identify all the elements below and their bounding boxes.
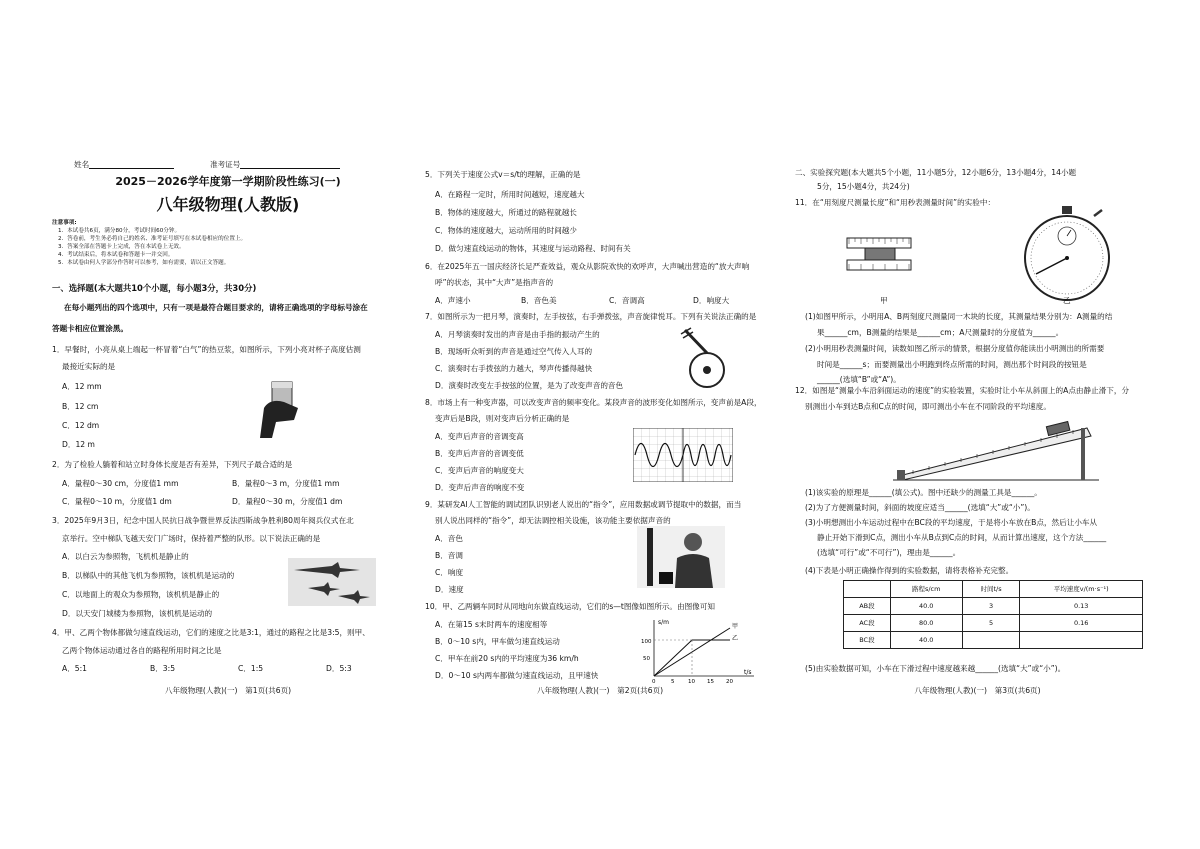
page-3 bbox=[795, 150, 1160, 695]
table-header-row bbox=[844, 581, 1143, 598]
q9-option-d: D．速度 bbox=[435, 585, 464, 594]
q3-option-d: D．以天安门城楼为参照物，该机机是运动的 bbox=[62, 609, 213, 618]
q11-part-1: (1)如图甲所示，小明用A、B两刻度尺测量同一木块的长度，其测量结果分别为：A测量的结 bbox=[805, 312, 1113, 321]
q10-stem: 10．甲、乙两辆车同时从同地向东做直线运动，它们的s—t图像如图所示。由图像可知 bbox=[425, 602, 715, 611]
table-cell bbox=[962, 632, 1020, 649]
q7-option-a: A．月琴演奏时发出的声音是由手指的振动产生的 bbox=[435, 330, 600, 339]
q6-stem: 6．在2025年五一国庆经济长足严查效益，观众从影院欢快的欢呼声，大声喊出营造的“放大声响 bbox=[425, 262, 750, 271]
table-row bbox=[844, 632, 1143, 649]
section-2-heading: 二、实验探究题(本大题共5个小题，11小题5分，12小题6分，13小题4分，14小题 bbox=[795, 168, 1077, 177]
exam-id-field bbox=[210, 160, 340, 169]
incline-figure bbox=[893, 412, 1103, 482]
q9-stem: 别人说出同样的“指令”，却无法调控相关设施，该功能主要依据声音的 bbox=[435, 516, 671, 525]
q12-part-1: (1)该实验的原理是______(填公式)。图中还缺少的测量工具是______。 bbox=[805, 488, 1042, 497]
q1-stem: 最接近实际的是 bbox=[62, 362, 116, 371]
table-header-cell: 时间t/s bbox=[962, 581, 1020, 598]
table-cell bbox=[1020, 632, 1143, 649]
exam-id-label: 准考证号 bbox=[210, 160, 241, 169]
q8-option-c: C．变声后声音的响度变大 bbox=[435, 466, 524, 475]
q6-stem: 呼”的状态，其中“大声”是指声音的 bbox=[435, 278, 554, 287]
figure-label-yi: 乙 bbox=[1063, 296, 1071, 305]
section-2-heading: 5分，15小题4分，共24分) bbox=[817, 182, 910, 191]
table-cell: 80.0 bbox=[890, 615, 962, 632]
table-cell: 5 bbox=[962, 615, 1020, 632]
x-tick-label: 0 bbox=[652, 679, 656, 684]
q11-stem: 11．在“用刻度尺测量长度”和“用秒表测量时间”的实验中： bbox=[795, 198, 996, 207]
q7-option-c: C．演奏时右手拨弦的力越大，琴声传播得越快 bbox=[435, 364, 593, 373]
q11-part-2: 时间是______s；而要测量出小明跑到终点所需的时间，测出那个时间段的按钮是 bbox=[817, 360, 1087, 369]
section-1-heading: 一、选择题(本大题共10个小题，每小题3分，共30分) bbox=[52, 283, 257, 293]
table-cell: 0.13 bbox=[1020, 598, 1143, 615]
page-footer: 八年级物理(人教)(一) 第3页(共6页) bbox=[914, 685, 1041, 695]
q6-option-c: C．音调高 bbox=[609, 296, 645, 305]
q7-stem: 7．如图所示为一把月琴，演奏时，左手按弦，右手弹拨弦，声音旋律悦耳。下列有关说法正确的是 bbox=[425, 312, 757, 321]
table-cell: 40.0 bbox=[890, 598, 962, 615]
notice-title: 注意事项: bbox=[52, 220, 77, 226]
table-header-cell bbox=[844, 581, 891, 598]
q5-stem: 5．下列关于速度公式v＝s/t的理解，正确的是 bbox=[425, 170, 581, 179]
section-1-instructions: 在每小题列出的四个选项中，只有一项是最符合题目要求的，请将正确选项的字母标号涂在 bbox=[64, 303, 368, 312]
q1-option-a: A．12 mm bbox=[62, 382, 102, 391]
q8-option-a: A．变声后声音的音调变高 bbox=[435, 432, 524, 441]
series-label-jia: 甲 bbox=[732, 623, 739, 630]
q2-option-a: A．量程0～30 cm，分度值1 mm bbox=[62, 479, 179, 488]
q5-option-c: C．物体的速度越大，运动所用的时间越少 bbox=[435, 226, 577, 235]
q11-part-2: ______(选填“B”或“A”)。 bbox=[817, 375, 901, 384]
stopwatch-figure bbox=[1010, 206, 1122, 302]
q6-option-d: D．响度大 bbox=[693, 296, 730, 305]
person-photo-figure bbox=[637, 526, 725, 588]
x-tick-label: 20 bbox=[726, 679, 733, 684]
x-tick-label: 10 bbox=[688, 679, 695, 684]
q5-option-a: A．在路程一定时，所用时间越短，速度越大 bbox=[435, 190, 585, 199]
data-table bbox=[843, 580, 1143, 649]
q4-option-a: A．5:1 bbox=[62, 664, 88, 673]
q8-stem: 8．市场上有一种变声器，可以改变声音的频率变化。某段声音的波形变化如图所示，变声前是A段， bbox=[425, 398, 762, 407]
name-label: 姓名 bbox=[74, 160, 90, 169]
q12-part-4: (4)下表是小明正确操作得到的实验数据，请将表格补充完整。 bbox=[805, 566, 1014, 575]
table-cell: AB段 bbox=[844, 598, 891, 615]
q1-option-b: B．12 cm bbox=[62, 402, 99, 411]
figure-label-jia: 甲 bbox=[880, 296, 888, 305]
q12-part-3: 静止开始下滑到C点，测出小车从B点到C点的时间，从而计算出速度，这个方法______ bbox=[817, 533, 1107, 542]
q12-part-3: (3)小明想测出小车运动过程中在BC段的平均速度，于是将小车放在B点，然后让小车从 bbox=[805, 518, 1098, 527]
page-1 bbox=[52, 150, 404, 695]
q9-option-c: C．响度 bbox=[435, 568, 464, 577]
q11-part-2: (2)小明用秒表测量时间，读数如图乙所示的情景，根据分度值你能读出小明测出的所需要 bbox=[805, 344, 1105, 353]
q8-option-b: B．变声后声音的音调变低 bbox=[435, 449, 524, 458]
q3-stem: 京举行。空中梯队飞越天安门广场时，保持着严整的队形。以下说法正确的是 bbox=[62, 534, 321, 543]
q4-option-c: C．1:5 bbox=[238, 664, 264, 673]
q4-option-d: D．5:3 bbox=[326, 664, 352, 673]
q12-part-2: (2)为了方便测量时间，斜面的坡度应适当______(选填“大”或“小”)。 bbox=[805, 503, 1035, 512]
table-row bbox=[844, 615, 1143, 632]
q3-option-a: A．以白云为参照物，飞机机是静止的 bbox=[62, 552, 189, 561]
q9-option-b: B．音调 bbox=[435, 551, 463, 560]
q11-part-1: 果______cm，B测量的结果是______cm；A尺测量时的分度值为______。 bbox=[817, 328, 1064, 337]
ruler-figure bbox=[845, 236, 915, 276]
name-field bbox=[74, 160, 174, 169]
q3-option-b: B．以梯队中的其他飞机为参照物，该机机是运动的 bbox=[62, 571, 235, 580]
exam-title: 2025－2026学年度第一学期阶段性练习(一) bbox=[115, 175, 341, 188]
q4-stem: 乙两个物体运动通过各自的路程所用时间之比是 bbox=[62, 646, 222, 655]
q2-option-b: B．量程0～3 m，分度值1 mm bbox=[232, 479, 340, 488]
y-tick-label: 50 bbox=[643, 656, 650, 662]
q7-option-b: B．现场听众听到的声音是通过空气传入人耳的 bbox=[435, 347, 593, 356]
q10-option-a: A．在第15 s末时两车的速度相等 bbox=[435, 620, 548, 629]
q9-stem: 9．某研发AI人工智能的调试团队识别老人说出的“指令”，应用数据或调节提取中的数据，而当 bbox=[425, 500, 742, 509]
q10-option-c: C．甲车在前20 s内的平均速度为36 km/h bbox=[435, 654, 579, 663]
q6-option-b: B．音色美 bbox=[521, 296, 557, 305]
s-t-graph-figure bbox=[640, 616, 760, 684]
q5-option-d: D．做匀速直线运动的物体，其速度与运动路程、时间有关 bbox=[435, 244, 631, 253]
notice-item: 3．答案全部在答题卡上完成，答在本试卷上无效。 bbox=[58, 244, 185, 250]
q10-option-d: D．0～10 s内两车都做匀速直线运动，且甲速快 bbox=[435, 671, 599, 680]
q12-part-5: (5)由实验数据可知，小车在下滑过程中速度越来越______(选填“大”或“小”)。 bbox=[805, 664, 1066, 673]
q2-stem: 2．为了检验人躺着和站立时身体长度是否有差异，下列尺子最合适的是 bbox=[52, 460, 293, 469]
subject-title: 八年级物理(人教版) bbox=[156, 195, 300, 214]
q6-option-a: A．声速小 bbox=[435, 296, 471, 305]
t-axis-label: t/s bbox=[744, 669, 752, 676]
table-header-cell: 平均速度v/(m·s⁻¹) bbox=[1020, 581, 1143, 598]
q2-option-d: D．量程0～30 m，分度值1 dm bbox=[232, 497, 343, 506]
q12-stem: 12．如图是“测量小车沿斜面运动的速度”的实验装置，实验时让小车从斜面上的A点由静止滑下，分 bbox=[795, 386, 1130, 395]
q8-option-d: D．变声后声音的响度不变 bbox=[435, 483, 525, 492]
table-cell: AC段 bbox=[844, 615, 891, 632]
page-2 bbox=[425, 150, 775, 695]
q5-option-b: B．物体的速度越大，所通过的路程就越长 bbox=[435, 208, 577, 217]
notice-item: 1．本试卷共6页，满分80分，考试时间60分钟。 bbox=[58, 228, 181, 234]
y-tick-label: 100 bbox=[641, 639, 652, 645]
q9-option-a: A．音色 bbox=[435, 534, 463, 543]
x-tick-label: 15 bbox=[707, 679, 714, 684]
q2-option-c: C．量程0～10 m，分度值1 dm bbox=[62, 497, 172, 506]
q8-stem: 变声后是B段，则对变声后分析正确的是 bbox=[435, 414, 570, 423]
notice-item: 5．本试卷由何人学部分作答时可以参考，如有需要，请以正文答题。 bbox=[58, 260, 230, 266]
q12-stem: 别测出小车到达B点和C点的时间，即可测出小车在不同阶段的平均速度。 bbox=[805, 402, 1051, 411]
table-row bbox=[844, 598, 1143, 615]
q4-stem: 4．甲、乙两个物体都做匀速直线运动，它们的速度之比是3:1，通过的路程之比是3:5，则甲、 bbox=[52, 628, 370, 637]
s-axis-label: s/m bbox=[658, 619, 669, 626]
q1-stem: 1．早餐时，小亮从桌上端起一杯冒着“白气”的热豆浆，如图所示，下列小亮对杯子高度估测 bbox=[52, 345, 361, 354]
q3-stem: 3．2025年9月3日，纪念中国人民抗日战争暨世界反法西斯战争胜利80周年阅兵仪式在北 bbox=[52, 516, 354, 525]
page-footer: 八年级物理(人教)(一) 第1页(共6页) bbox=[164, 685, 292, 695]
q7-option-d: D．演奏时改变左手按弦的位置，是为了改变声音的音色 bbox=[435, 381, 624, 390]
table-cell: 3 bbox=[962, 598, 1020, 615]
q1-option-d: D．12 m bbox=[62, 440, 95, 449]
q4-option-b: B．3:5 bbox=[150, 664, 176, 673]
q10-option-b: B．0～10 s内，甲车做匀速直线运动 bbox=[435, 637, 560, 646]
x-tick-label: 5 bbox=[671, 679, 675, 684]
notice-item: 2．答卷前，考生务必将自己的姓名、准考证号填写在本试卷相应的位置上。 bbox=[58, 236, 247, 242]
page-footer: 八年级物理(人教)(一) 第2页(共6页) bbox=[536, 685, 664, 695]
table-cell: BC段 bbox=[844, 632, 891, 649]
table-header-cell: 路程s/cm bbox=[890, 581, 962, 598]
waveform-figure bbox=[633, 428, 733, 482]
table-cell: 40.0 bbox=[890, 632, 962, 649]
aircraft-formation-figure bbox=[288, 558, 376, 606]
notice-item: 4．考试结束后，将本试卷和答题卡一并交回。 bbox=[58, 252, 174, 258]
q1-option-c: C．12 dm bbox=[62, 421, 100, 430]
table-cell: 0.16 bbox=[1020, 615, 1143, 632]
section-1-instructions: 答题卡相应位置涂黑。 bbox=[52, 324, 128, 333]
yueqin-figure bbox=[673, 326, 731, 390]
q3-option-c: C．以地面上的观众为参照物，该机机是静止的 bbox=[62, 590, 220, 599]
q12-part-3: (选填“可行”或“不可行”)，理由是______。 bbox=[817, 548, 961, 557]
hand-cup-figure bbox=[254, 378, 306, 440]
series-label-yi: 乙 bbox=[732, 635, 739, 642]
